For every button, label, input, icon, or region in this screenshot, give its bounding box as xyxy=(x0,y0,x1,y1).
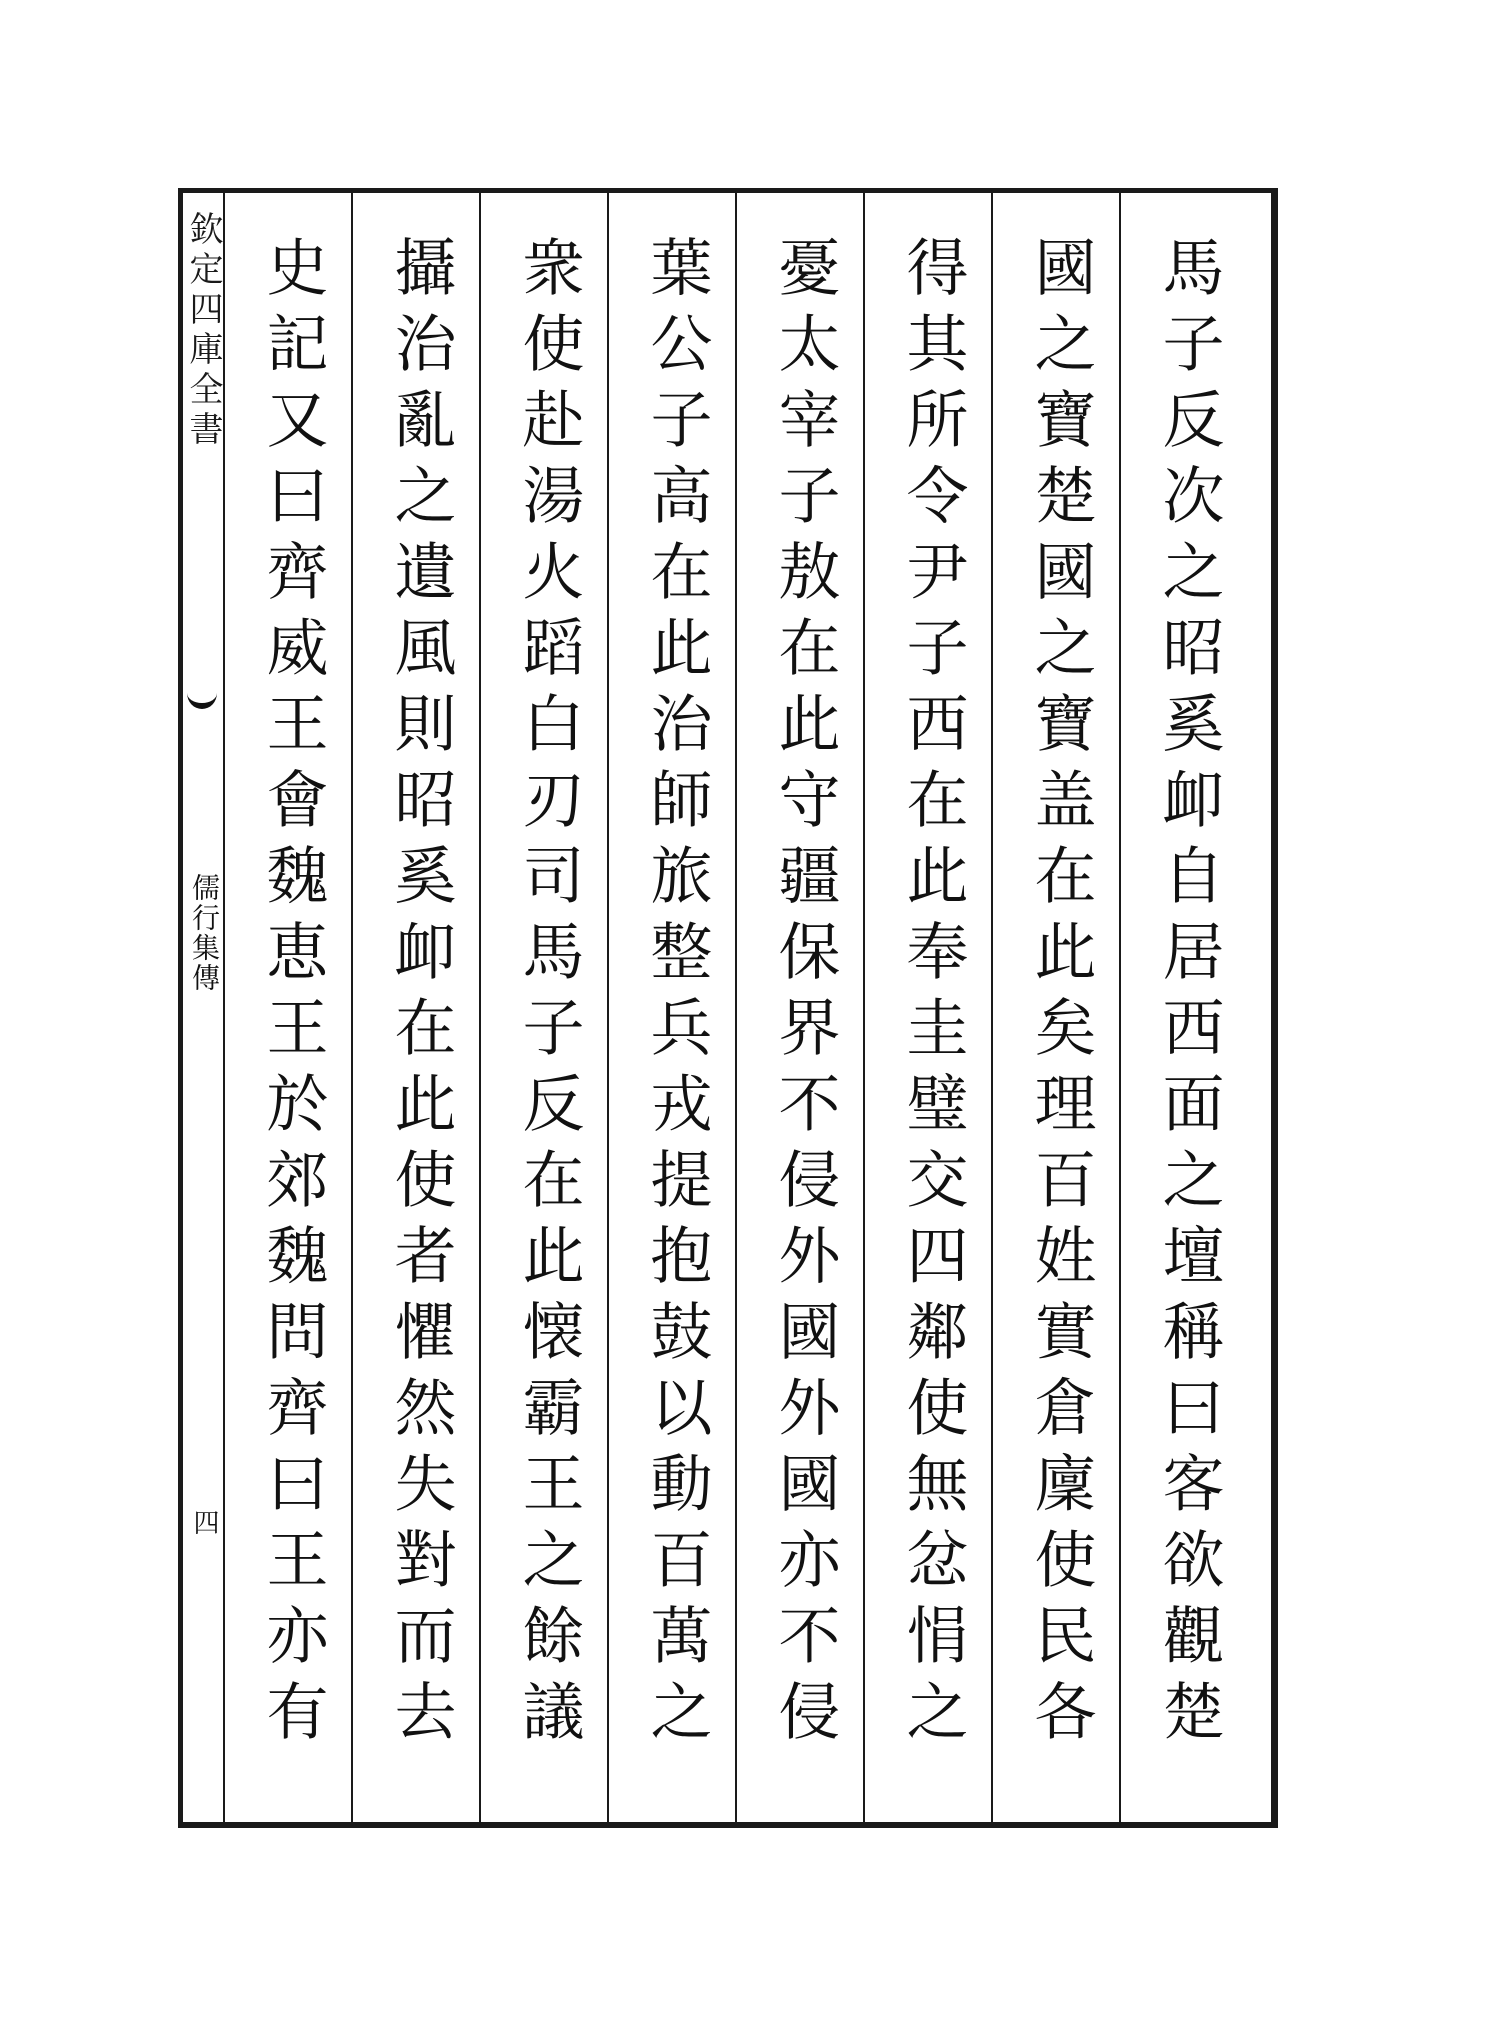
text-column-5: 葉公子高在此治師旅整兵戎提抱鼓以動百萬之 xyxy=(640,235,713,1755)
margin-column xyxy=(183,193,223,1822)
fishtail-mark xyxy=(187,677,217,709)
text-column-7: 攝治亂之遺風則昭奚卹在此使者懼然失對而去 xyxy=(384,235,457,1755)
section-title: 儒行集傳 xyxy=(188,873,221,993)
page-number: 四 xyxy=(189,1509,219,1535)
collection-title: 欽定四庫全書 xyxy=(183,211,223,451)
text-column-2: 國之寶楚國之寶盖在此矣理百姓實倉廩使民各 xyxy=(1024,235,1097,1755)
column-rule xyxy=(223,193,225,1822)
text-column-4: 憂太宰子敖在此守疆保界不侵外國外國亦不侵 xyxy=(768,235,841,1755)
text-column-6: 衆使赴湯火蹈白刃司馬子反在此懐霸王之餘議 xyxy=(512,235,585,1755)
text-column-3: 得其所令尹子西在此奉圭璧交四鄰使無忿悁之 xyxy=(896,235,969,1755)
text-column-1: 馬子反次之昭奚卹自居西面之壇稱曰客欲觀楚 xyxy=(1152,235,1225,1755)
text-column-8: 史記又曰齊威王會魏恵王於郊魏問齊曰王亦有 xyxy=(256,235,329,1755)
page-frame xyxy=(178,188,1278,1828)
